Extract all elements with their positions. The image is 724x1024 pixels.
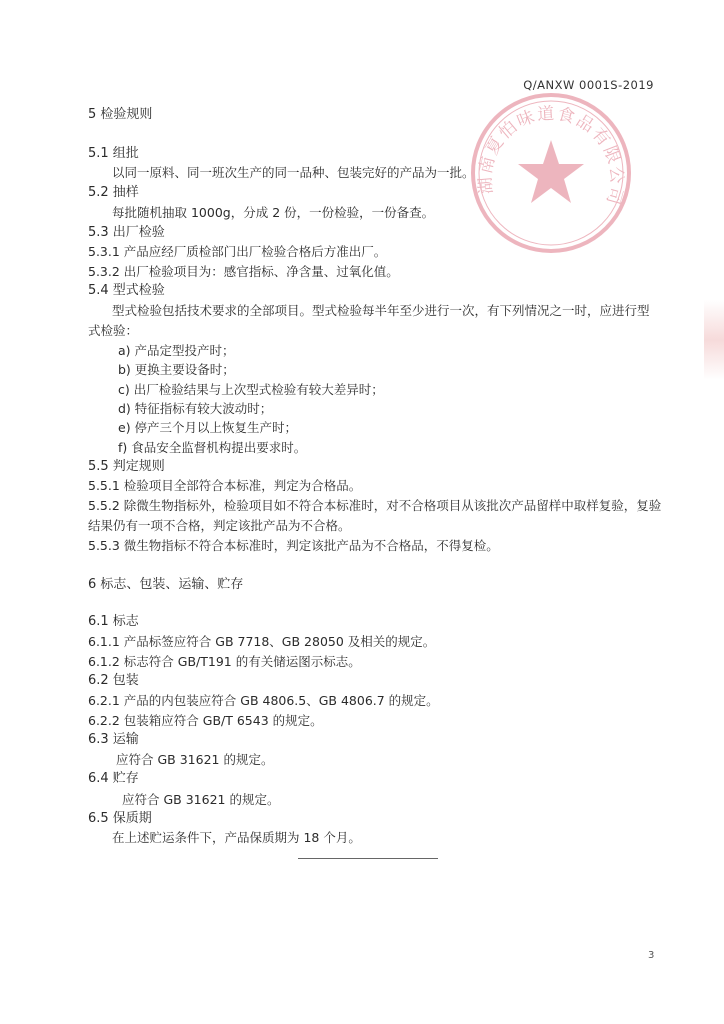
clause-5-1-title: 5.1 组批: [88, 146, 139, 161]
list-item-c: c) 出厂检验结果与上次型式检验有较大差异时；: [118, 382, 384, 397]
clause-5-3-1: 5.3.1 产品应经厂质检部门出厂检验合格后方准出厂。: [88, 244, 387, 259]
svg-text:湖南夏怕味道食品有限公司: 湖南夏怕味道食品有限公司: [475, 103, 627, 209]
list-item-d: d) 特征指标有较大波动时；: [118, 401, 273, 416]
clause-5-5-3: 5.5.3 微生物指标不符合本标准时，判定该批产品为不合格品，不得复检。: [88, 538, 499, 553]
list-item-b: b) 更换主要设备时；: [118, 362, 235, 377]
clause-5-4-text-line2: 式检验：: [88, 323, 139, 338]
clause-6-1-title: 6.1 标志: [88, 614, 139, 629]
section-5-title: 5 检验规则: [88, 107, 153, 122]
list-item-e: e) 停产三个月以上恢复生产时；: [118, 420, 298, 435]
clause-5-3-title: 5.3 出厂检验: [88, 225, 165, 240]
page-number: 3: [648, 950, 655, 961]
clause-6-3-text: 应符合 GB 31621 的规定。: [116, 752, 274, 767]
clause-6-2-2: 6.2.2 包装箱应符合 GB/T 6543 的规定。: [88, 713, 323, 728]
company-seal-stamp: [466, 88, 636, 258]
clause-6-5-title: 6.5 保质期: [88, 811, 152, 826]
clause-6-1-2: 6.1.2 标志符合 GB/T191 的有关储运图示标志。: [88, 654, 361, 669]
clause-6-2-1: 6.2.1 产品的内包装应符合 GB 4806.5、GB 4806.7 的规定。: [88, 693, 439, 708]
edge-seal-mark: [704, 300, 724, 380]
clause-5-3-2: 5.3.2 出厂检验项目为：感官指标、净含量、过氧化值。: [88, 264, 399, 279]
clause-5-5-2-line2: 结果仍有一项不合格，判定该批产品为不合格。: [88, 518, 351, 533]
list-item-f: f) 食品安全监督机构提出要求时。: [118, 440, 307, 455]
clause-5-2-title: 5.2 抽样: [88, 185, 139, 200]
clause-5-2-text: 每批随机抽取 1000g，分成 2 份，一份检验，一份备查。: [112, 205, 435, 220]
clause-5-4-title: 5.4 型式检验: [88, 283, 165, 298]
clause-6-1-1: 6.1.1 产品标签应符合 GB 7718、GB 28050 及相关的规定。: [88, 634, 436, 649]
clause-6-4-title: 6.4 贮存: [88, 771, 139, 786]
clause-5-5-title: 5.5 判定规则: [88, 459, 165, 474]
clause-5-1-text: 以同一原料、同一班次生产的同一品种、包装完好的产品为一批。: [112, 165, 475, 180]
clause-6-4-text: 应符合 GB 31621 的规定。: [122, 792, 280, 807]
list-item-a: a) 产品定型投产时；: [118, 343, 235, 358]
clause-5-4-text-line1: 型式检验包括技术要求的全部项目。型式检验每半年至少进行一次，有下列情况之一时，应进行型: [112, 303, 650, 318]
clause-6-3-title: 6.3 运输: [88, 732, 139, 747]
end-rule-divider: [298, 858, 438, 859]
clause-5-5-1: 5.5.1 检验项目全部符合本标准，判定为合格品。: [88, 478, 362, 493]
section-6-title: 6 标志、包装、运输、贮存: [88, 577, 244, 592]
clause-6-2-title: 6.2 包装: [88, 673, 139, 688]
standard-number: Q/ANXW 0001S-2019: [523, 78, 654, 92]
clause-5-5-2-line1: 5.5.2 除微生物指标外，检验项目如不符合本标准时，对不合格项目从该批次产品留样中取样复验，复验: [88, 498, 662, 513]
clause-6-5-text: 在上述贮运条件下，产品保质期为 18 个月。: [112, 830, 361, 845]
